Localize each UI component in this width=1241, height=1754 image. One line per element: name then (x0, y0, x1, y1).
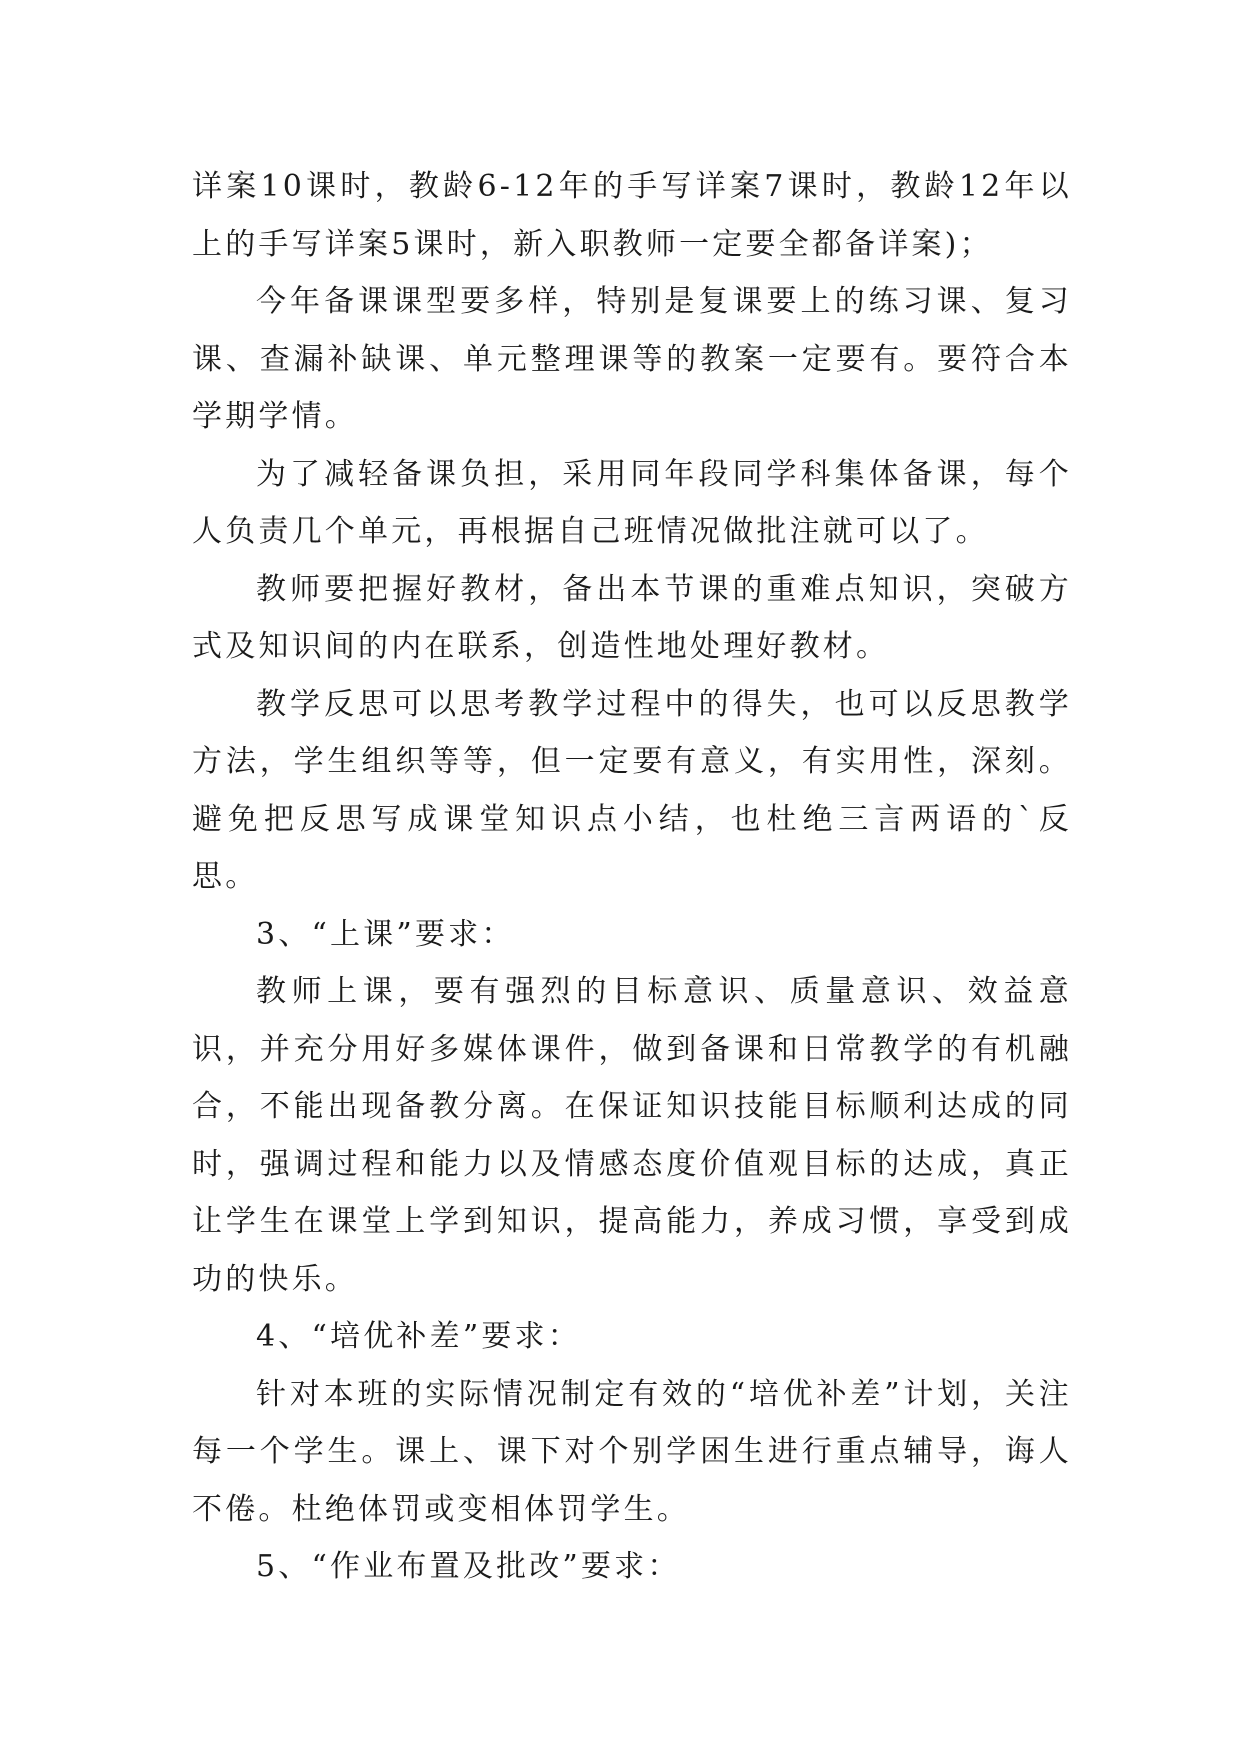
paragraph-teaching-reflection: 教学反思可以思考教学过程中的得失，也可以反思教学方法，学生组织等等，但一定要有意义，有实用性，深刻。避免把反思写成课堂知识点小结，也杜绝三言两语的`反思。 (192, 686, 1072, 894)
paragraph-tutoring-requirements: 针对本班的实际情况制定有效的“培优补差”计划，关注每一个学生。课上、课下对个别学困生进行重点辅导，诲人不倦。杜绝体罚或变相体罚学生。 (192, 1376, 1072, 1527)
paragraph-lesson-plan-requirements: 详案10课时，教龄6-12年的手写详案7课时，教龄12年以上的手写详案5课时，新入职教师一定要全都备详案)； (192, 169, 1072, 262)
paragraph-class-requirements: 教师上课，要有强烈的目标意识、质量意识、效益意识，并充分用好多媒体课件，做到备课和日常教学的有机融合，不能出现备教分离。在保证知识技能目标顺利达成的同时，强调过程和能力以及情感态度价值观目标的达成，真正让学生在课堂上学到知识，提高能力，养成习惯，享受到成功的快乐。 (192, 974, 1072, 1297)
document-body (192, 158, 1072, 1596)
heading-class-requirements: 3、“上课”要求： (256, 916, 515, 952)
paragraph-collective-preparation: 为了减轻备课负担，采用同年段同学科集体备课，每个人负责几个单元，再根据自己班情况做批注就可以了。 (192, 456, 1072, 549)
paragraph-lesson-types: 今年备课课型要多样，特别是复课要上的练习课、复习课、查漏补缺课、单元整理课等的教案一定要有。要符合本学期学情。 (192, 284, 1072, 434)
heading-tutoring-requirements: 4、“培优补差”要求： (256, 1319, 581, 1354)
paragraph-textbook-mastery: 教师要把握好教材，备出本节课的重难点知识，突破方式及知识间的内在联系，创造性地处理好教材。 (192, 571, 1072, 664)
heading-homework-requirements: 5、“作业布置及批改”要求： (256, 1549, 681, 1584)
